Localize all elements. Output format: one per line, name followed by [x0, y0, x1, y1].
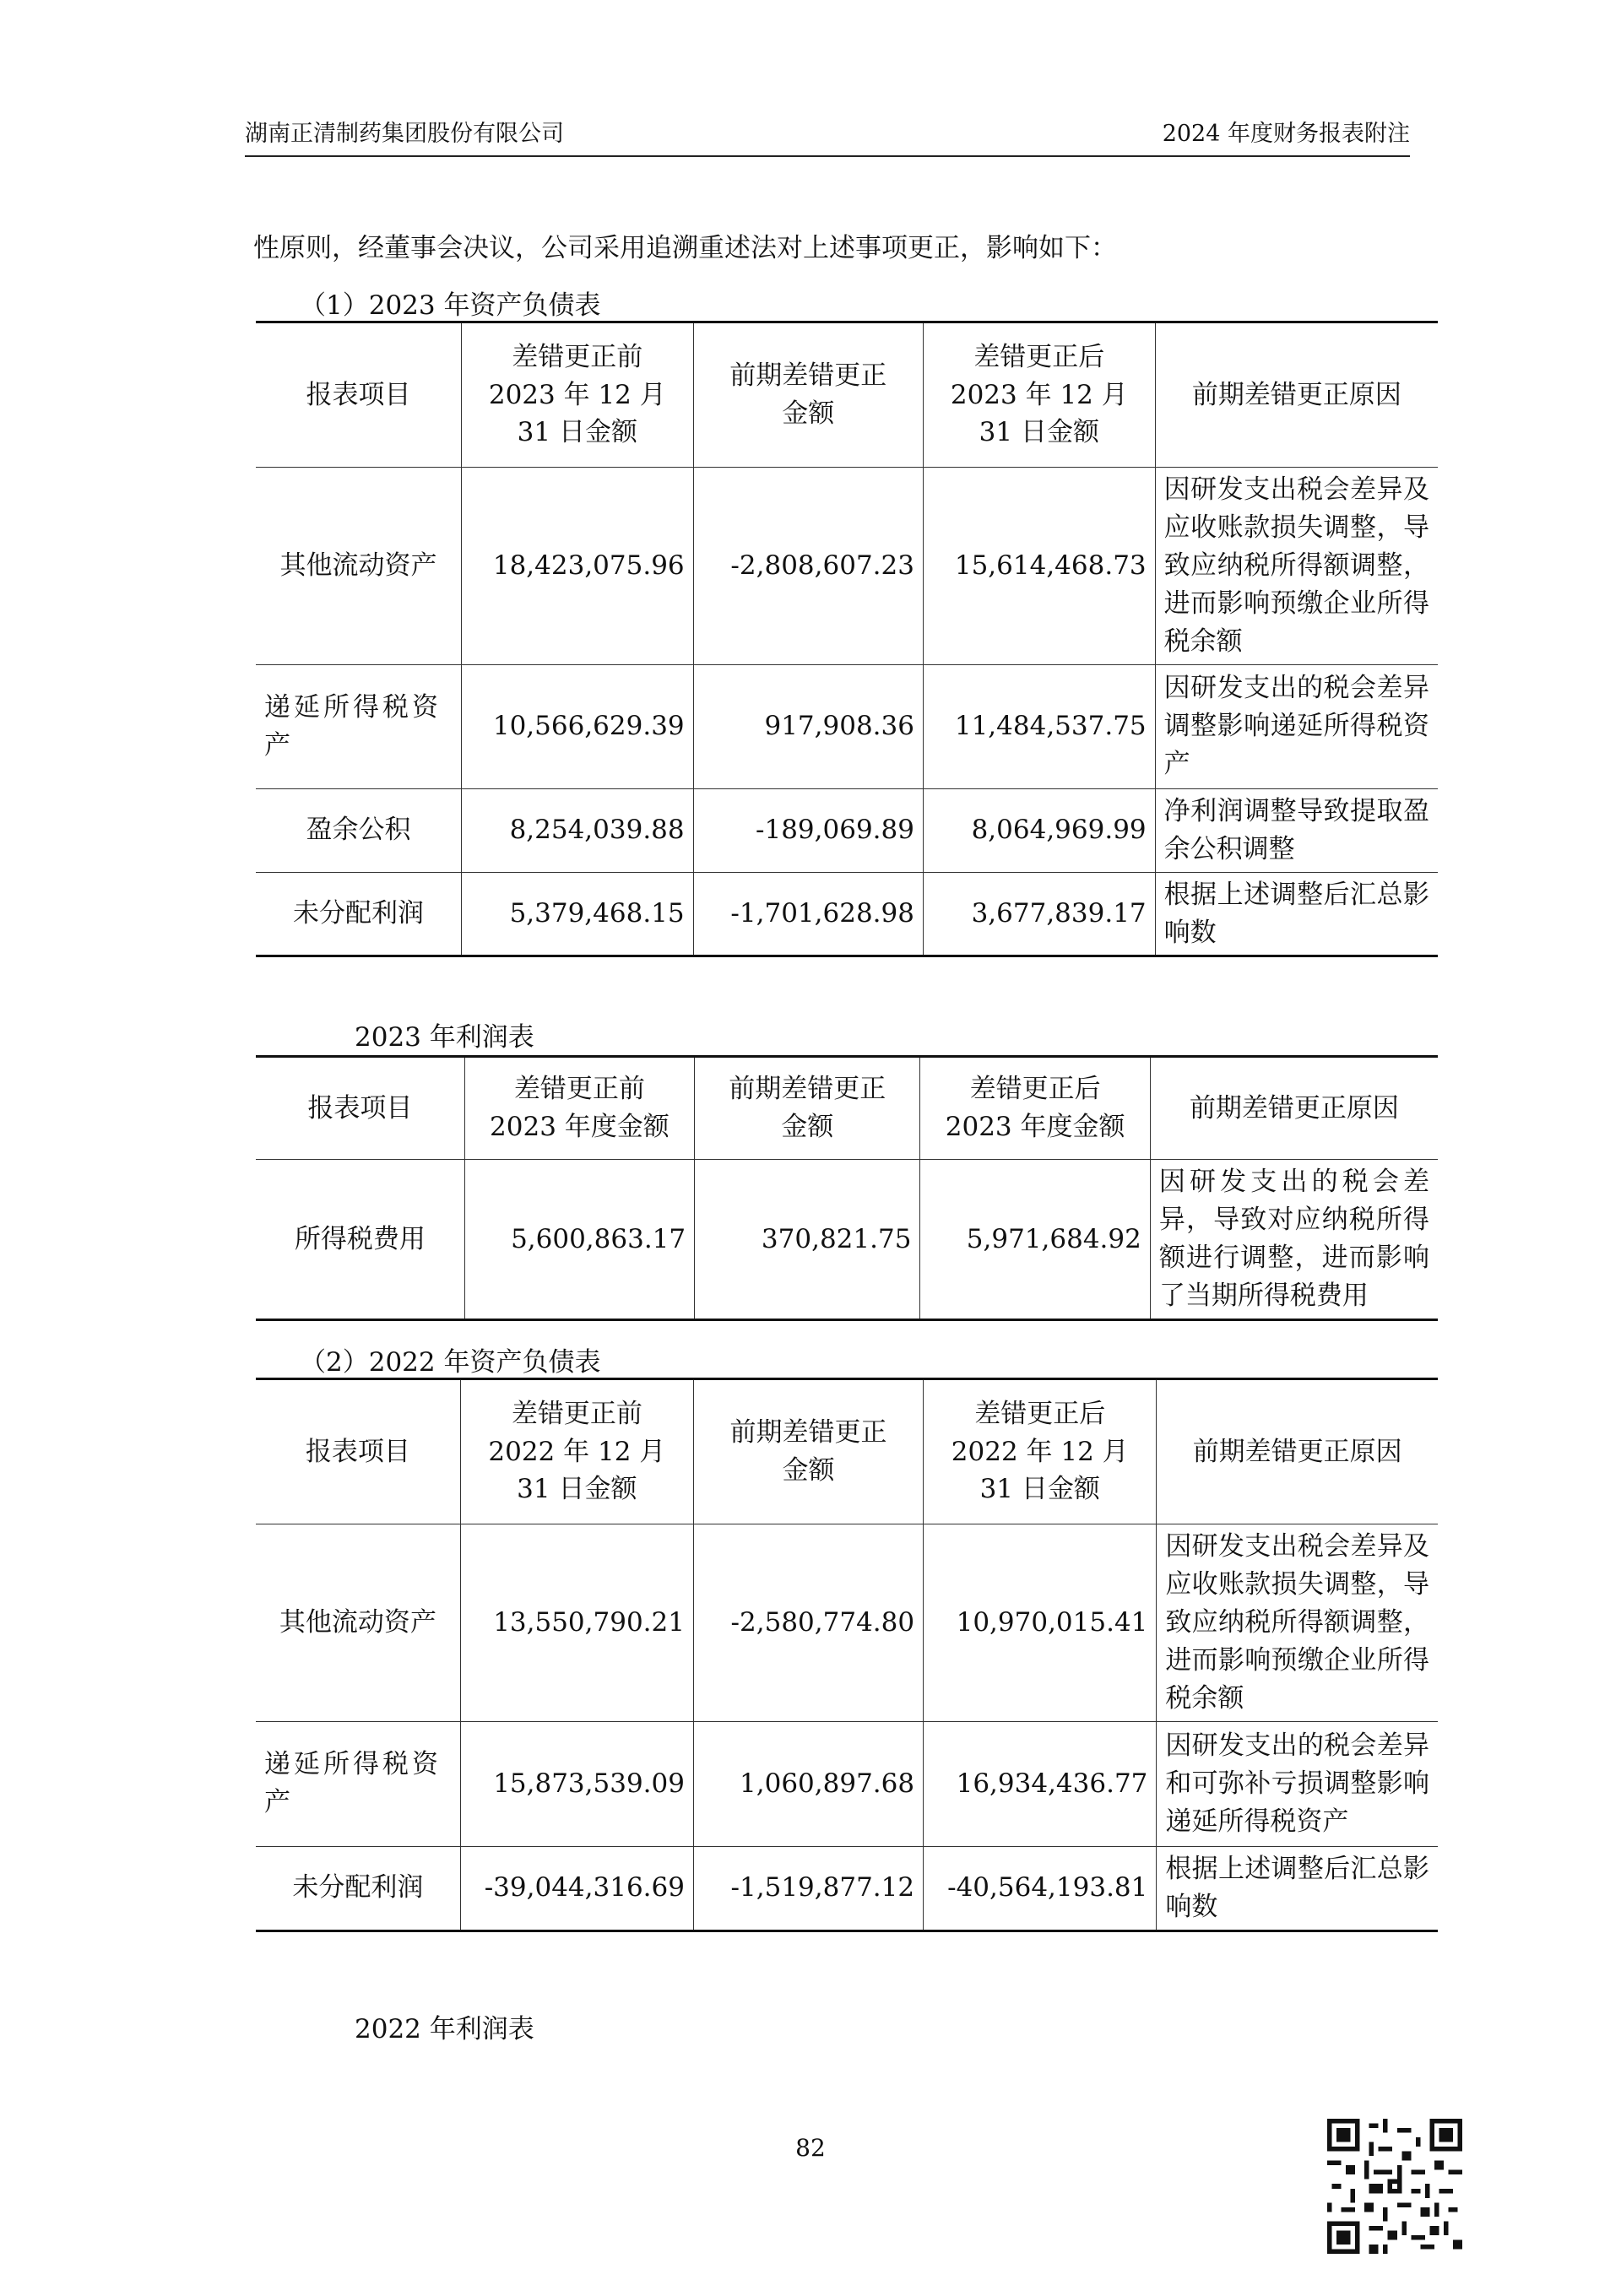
caption-is2023: 2023 年利润表 — [355, 1022, 534, 1053]
header-reason: 前期差错更正原因 — [1157, 1379, 1438, 1524]
row-before: 8,254,039.88 — [461, 788, 693, 872]
table-header-row — [256, 1379, 1438, 1524]
table-row — [256, 788, 1438, 872]
row-item: 未分配利润 — [256, 1846, 460, 1930]
header-item: 报表项目 — [256, 1379, 460, 1524]
table-row — [256, 872, 1438, 956]
table-bs2023 — [256, 321, 1438, 957]
row-reason: 因研发支出税会差异及应收账款损失调整，导致应纳税所得额调整，进而影响预缴企业所得税余额 — [1155, 468, 1438, 665]
caption-bs2022: （2）2022 年资产负债表 — [300, 1347, 601, 1378]
header-reason: 前期差错更正原因 — [1155, 322, 1438, 468]
row-after: -40,564,193.81 — [924, 1846, 1157, 1930]
row-item: 所得税费用 — [256, 1160, 464, 1320]
header-item: 报表项目 — [256, 322, 461, 468]
header-rule — [245, 155, 1410, 157]
header-adjust: 前期差错更正 金额 — [693, 1379, 923, 1524]
header-after: 差错更正后 2023 年 12 月 31 日金额 — [923, 322, 1155, 468]
row-reason: 根据上述调整后汇总影响数 — [1155, 872, 1438, 956]
row-before: 15,873,539.09 — [460, 1721, 693, 1846]
company-name: 湖南正清制药集团股份有限公司 — [245, 121, 564, 147]
table-row — [256, 1160, 1438, 1320]
header-after: 差错更正后 2023 年度金额 — [920, 1057, 1150, 1160]
row-reason: 因研发支出税会差异及应收账款损失调整，导致应纳税所得额调整，进而影响预缴企业所得税余额 — [1157, 1524, 1438, 1722]
table-row — [256, 664, 1438, 788]
row-after: 5,971,684.92 — [920, 1160, 1150, 1320]
row-after: 15,614,468.73 — [923, 468, 1155, 665]
row-before: 5,379,468.15 — [461, 872, 693, 956]
caption-is2022: 2022 年利润表 — [355, 2014, 534, 2044]
table-bs2022 — [256, 1378, 1438, 1932]
row-reason: 净利润调整导致提取盈余公积调整 — [1155, 788, 1438, 872]
row-item: 其他流动资产 — [256, 468, 461, 665]
row-after: 16,934,436.77 — [924, 1721, 1157, 1846]
row-before: 10,566,629.39 — [461, 664, 693, 788]
table-header-row — [256, 1057, 1438, 1160]
row-after: 3,677,839.17 — [923, 872, 1155, 956]
row-adjust: -1,519,877.12 — [693, 1846, 923, 1930]
header-before: 差错更正前 2022 年 12 月 31 日金额 — [460, 1379, 693, 1524]
row-adjust: -2,580,774.80 — [693, 1524, 923, 1722]
row-before: 13,550,790.21 — [460, 1524, 693, 1722]
row-reason: 因研发支出的税会差异，导致对应纳税所得额进行调整，进而影响了当期所得税费用 — [1150, 1160, 1438, 1320]
row-after: 11,484,537.75 — [923, 664, 1155, 788]
table-is2023 — [256, 1055, 1438, 1321]
table-row — [256, 1524, 1438, 1722]
header-before: 差错更正前 2023 年 12 月 31 日金额 — [461, 322, 693, 468]
table-row — [256, 1846, 1438, 1930]
header-adjust: 前期差错更正 金额 — [695, 1057, 920, 1160]
header-item: 报表项目 — [256, 1057, 464, 1160]
row-reason: 因研发支出的税会差异调整影响递延所得税资产 — [1155, 664, 1438, 788]
caption-bs2023: （1）2023 年资产负债表 — [300, 290, 601, 321]
row-item: 其他流动资产 — [256, 1524, 460, 1722]
document-title: 2024 年度财务报表附注 — [1162, 121, 1410, 147]
row-adjust: 917,908.36 — [693, 664, 923, 788]
page-header — [245, 115, 1410, 154]
row-item: 递延所得税资产 — [256, 1721, 460, 1846]
table-header-row — [256, 322, 1438, 468]
row-reason: 因研发支出的税会差异和可弥补亏损调整影响递延所得税资产 — [1157, 1721, 1438, 1846]
header-before: 差错更正前 2023 年度金额 — [464, 1057, 694, 1160]
intro-paragraph: 性原则，经董事会决议，公司采用追溯重述法对上述事项更正，影响如下： — [253, 233, 1117, 263]
qr-code-icon — [1327, 2119, 1462, 2254]
row-before: 5,600,863.17 — [464, 1160, 694, 1320]
header-adjust: 前期差错更正 金额 — [693, 322, 923, 468]
page-number: 82 — [795, 2134, 826, 2162]
row-item: 递延所得税资产 — [256, 664, 461, 788]
row-adjust: -2,808,607.23 — [693, 468, 923, 665]
header-reason: 前期差错更正原因 — [1150, 1057, 1438, 1160]
row-after: 8,064,969.99 — [923, 788, 1155, 872]
row-reason: 根据上述调整后汇总影响数 — [1157, 1846, 1438, 1930]
row-adjust: 370,821.75 — [695, 1160, 920, 1320]
header-after: 差错更正后 2022 年 12 月 31 日金额 — [924, 1379, 1157, 1524]
table-row — [256, 468, 1438, 665]
row-adjust: -1,701,628.98 — [693, 872, 923, 956]
row-item: 未分配利润 — [256, 872, 461, 956]
table-row — [256, 1721, 1438, 1846]
row-before: 18,423,075.96 — [461, 468, 693, 665]
row-adjust: 1,060,897.68 — [693, 1721, 923, 1846]
row-adjust: -189,069.89 — [693, 788, 923, 872]
row-after: 10,970,015.41 — [924, 1524, 1157, 1722]
row-before: -39,044,316.69 — [460, 1846, 693, 1930]
row-item: 盈余公积 — [256, 788, 461, 872]
